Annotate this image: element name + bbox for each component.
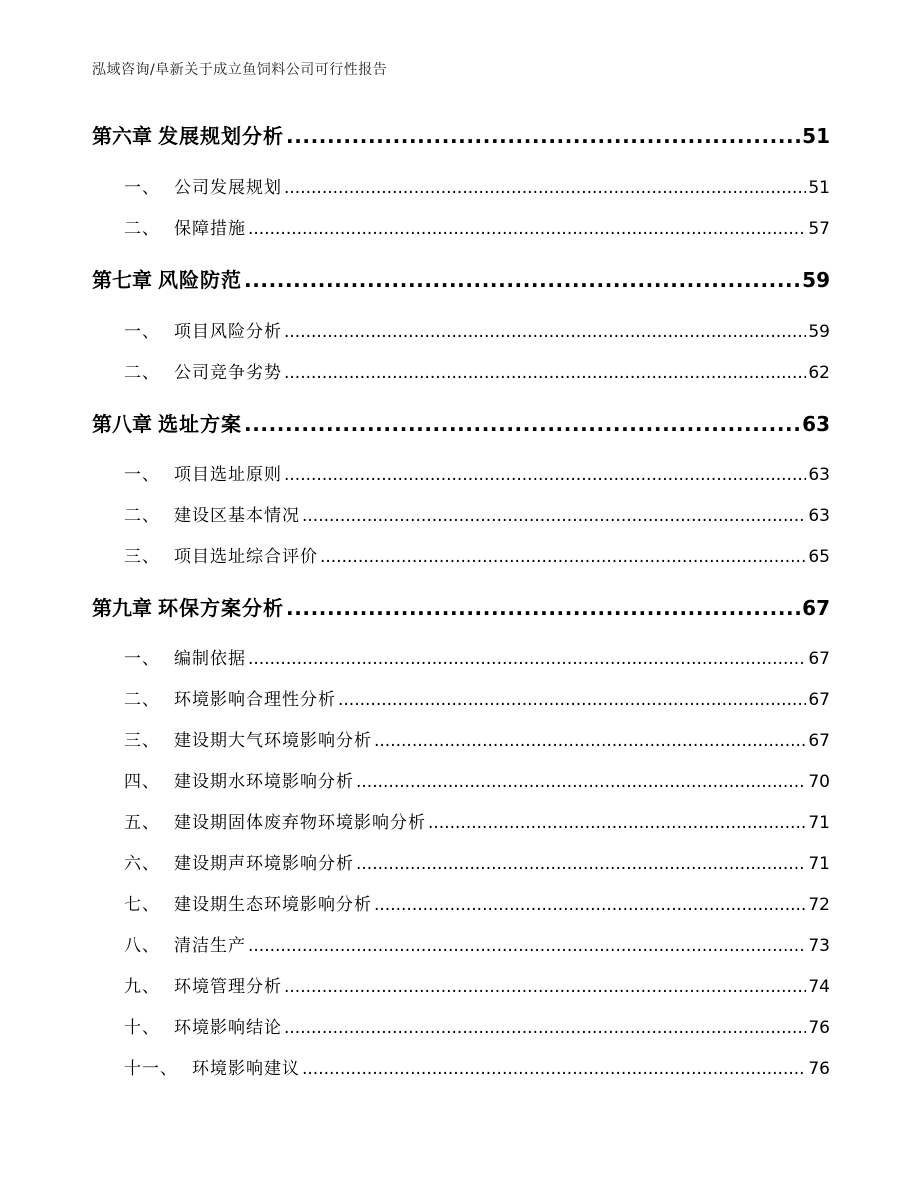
section-title: 清洁生产 xyxy=(174,936,246,956)
toc-section[interactable] xyxy=(124,360,830,386)
section-number: 六、 xyxy=(124,854,160,874)
page-number: 51 xyxy=(808,178,830,198)
chapter-title: 环保方案分析 xyxy=(158,596,284,620)
page-number: 76 xyxy=(808,1059,830,1079)
page-number: 67 xyxy=(802,596,830,620)
section-title: 环境影响合理性分析 xyxy=(174,690,336,710)
dot-leader xyxy=(286,122,800,150)
page-number: 67 xyxy=(808,690,830,710)
page-number: 62 xyxy=(808,363,830,383)
running-header: 泓域咨询/阜新关于成立鱼饲料公司可行性报告 xyxy=(92,62,388,78)
dot-leader xyxy=(374,892,806,918)
page-number: 67 xyxy=(808,731,830,751)
toc-chapter[interactable] xyxy=(92,594,830,622)
toc-section[interactable] xyxy=(124,769,830,795)
section-number: 三、 xyxy=(124,731,160,751)
chapter-number: 第九章 xyxy=(92,596,152,620)
section-title: 建设期水环境影响分析 xyxy=(174,772,354,792)
page-number: 51 xyxy=(802,124,830,148)
chapter-title: 风险防范 xyxy=(158,268,242,292)
section-title: 建设区基本情况 xyxy=(174,506,300,526)
toc-section[interactable] xyxy=(124,728,830,754)
page-number: 76 xyxy=(808,1018,830,1038)
page-number: 70 xyxy=(808,772,830,792)
toc-section[interactable] xyxy=(124,974,830,1000)
toc-section[interactable] xyxy=(124,175,830,201)
chapter-number: 第八章 xyxy=(92,412,152,436)
toc-section[interactable] xyxy=(124,646,830,672)
section-title: 编制依据 xyxy=(174,649,246,669)
page-number: 59 xyxy=(808,322,830,342)
toc-chapter[interactable] xyxy=(92,122,830,150)
page-number: 63 xyxy=(808,465,830,485)
toc-section[interactable] xyxy=(124,1015,830,1041)
section-number: 一、 xyxy=(124,649,160,669)
chapter-number: 第六章 xyxy=(92,124,152,148)
dot-leader xyxy=(284,175,806,201)
section-number: 一、 xyxy=(124,178,160,198)
section-title: 环境影响结论 xyxy=(174,1018,282,1038)
section-title: 环境影响建议 xyxy=(192,1059,300,1079)
section-title: 环境管理分析 xyxy=(174,977,282,997)
section-title: 公司发展规划 xyxy=(174,178,282,198)
dot-leader xyxy=(320,544,806,570)
toc-section[interactable] xyxy=(124,892,830,918)
dot-leader xyxy=(244,410,800,438)
section-title: 保障措施 xyxy=(174,219,246,239)
toc-section[interactable] xyxy=(124,810,830,836)
toc-section[interactable] xyxy=(124,687,830,713)
section-number: 十、 xyxy=(124,1018,160,1038)
toc-section[interactable] xyxy=(124,933,830,959)
page-number: 65 xyxy=(808,547,830,567)
toc-section[interactable] xyxy=(124,1056,830,1082)
dot-leader xyxy=(248,216,806,242)
page-number: 59 xyxy=(802,268,830,292)
page-number: 73 xyxy=(808,936,830,956)
dot-leader xyxy=(286,594,800,622)
toc-chapter[interactable] xyxy=(92,410,830,438)
section-number: 二、 xyxy=(124,506,160,526)
dot-leader xyxy=(338,687,806,713)
section-title: 建设期固体废弃物环境影响分析 xyxy=(174,813,426,833)
dot-leader xyxy=(284,360,806,386)
page-number: 63 xyxy=(802,412,830,436)
page-number: 63 xyxy=(808,506,830,526)
chapter-title: 选址方案 xyxy=(158,412,242,436)
page-number: 71 xyxy=(808,813,830,833)
section-number: 二、 xyxy=(124,219,160,239)
section-number: 一、 xyxy=(124,465,160,485)
section-title: 建设期大气环境影响分析 xyxy=(174,731,372,751)
section-title: 项目选址综合评价 xyxy=(174,547,318,567)
dot-leader xyxy=(356,851,806,877)
toc-section[interactable] xyxy=(124,319,830,345)
section-number: 四、 xyxy=(124,772,160,792)
dot-leader xyxy=(284,1015,806,1041)
dot-leader xyxy=(302,503,806,529)
section-number: 二、 xyxy=(124,363,160,383)
section-number: 五、 xyxy=(124,813,160,833)
section-title: 项目选址原则 xyxy=(174,465,282,485)
dot-leader xyxy=(248,933,806,959)
toc-chapter[interactable] xyxy=(92,266,830,294)
dot-leader xyxy=(284,974,806,1000)
dot-leader xyxy=(356,769,806,795)
section-number: 八、 xyxy=(124,936,160,956)
section-number: 一、 xyxy=(124,322,160,342)
page-number: 57 xyxy=(808,219,830,239)
toc-section[interactable] xyxy=(124,851,830,877)
chapter-title: 发展规划分析 xyxy=(158,124,284,148)
section-title: 建设期声环境影响分析 xyxy=(174,854,354,874)
dot-leader xyxy=(428,810,806,836)
toc-section[interactable] xyxy=(124,503,830,529)
toc-section[interactable] xyxy=(124,216,830,242)
page-number: 71 xyxy=(808,854,830,874)
dot-leader xyxy=(374,728,806,754)
section-number: 三、 xyxy=(124,547,160,567)
section-number: 十一、 xyxy=(124,1059,178,1079)
toc-section[interactable] xyxy=(124,544,830,570)
section-number: 二、 xyxy=(124,690,160,710)
section-number: 九、 xyxy=(124,977,160,997)
section-title: 建设期生态环境影响分析 xyxy=(174,895,372,915)
dot-leader xyxy=(302,1056,806,1082)
section-number: 七、 xyxy=(124,895,160,915)
chapter-number: 第七章 xyxy=(92,268,152,292)
section-title: 公司竞争劣势 xyxy=(174,363,282,383)
dot-leader xyxy=(244,266,800,294)
section-title: 项目风险分析 xyxy=(174,322,282,342)
page-number: 67 xyxy=(808,649,830,669)
page-number: 72 xyxy=(808,895,830,915)
dot-leader xyxy=(284,319,806,345)
toc-section[interactable] xyxy=(124,462,830,488)
dot-leader xyxy=(248,646,806,672)
dot-leader xyxy=(284,462,806,488)
page-number: 74 xyxy=(808,977,830,997)
